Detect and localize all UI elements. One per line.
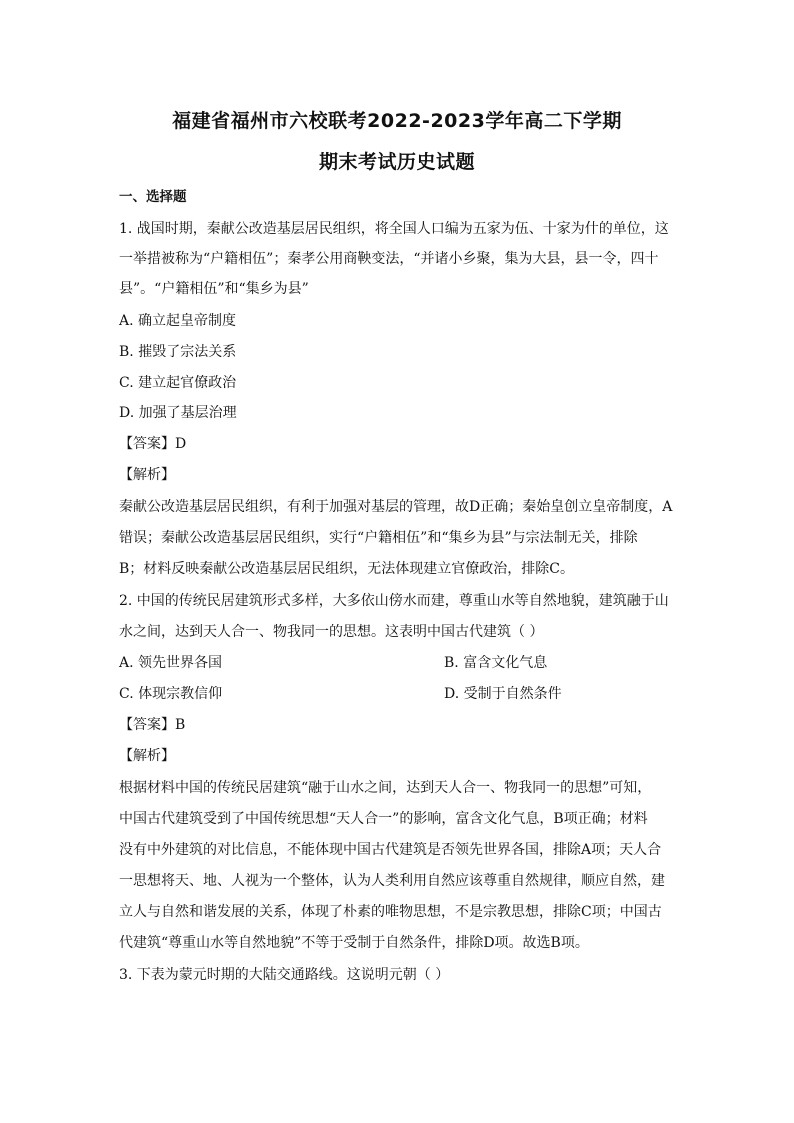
q2-option-d: D. 受制于自然条件: [444, 686, 562, 702]
q3-stem-line1: 3. 下表为蒙元时期的大陆交通路线。这说明元朝（ ）: [119, 967, 450, 983]
document-title-line2: 期末考试历史试题: [318, 151, 475, 173]
q2-option-c: C. 体现宗教信仰: [119, 686, 223, 702]
q2-option-a: A. 领先世界各国: [119, 655, 223, 671]
q1-option-d: D. 加强了基层治理: [119, 405, 237, 421]
q1-option-a: A. 确立起皇帝制度: [119, 313, 237, 329]
document-title-line1: 福建省福州市六校联考2022-2023学年高二下学期: [172, 110, 622, 132]
q2-analysis-line2: 中国古代建筑受到了中国传统思想“天人合一”的影响，富含文化气息，B项正确；材料: [119, 811, 648, 827]
q2-analysis-line5: 立人与自然和谐发展的关系，体现了朴素的唯物思想，不是宗教思想，排除C项；中国古: [119, 904, 662, 920]
q2-analysis-line3: 没有中外建筑的对比信息，不能体现中国古代建筑是否领先世界各国，排除A项；天人合: [119, 842, 662, 858]
q1-stem-line2: 一举措被称为“户籍相伍”；秦孝公用商鞅变法，“并诸小乡聚，集为大县，县一令，四十: [119, 251, 659, 267]
q1-analysis-line2: 错误；秦献公改造基层居民组织，实行“户籍相伍”和“集乡为县”与宗法制无关，排除: [119, 530, 638, 546]
q1-stem-line1: 1. 战国时期，秦献公改造基层居民组织，将全国人口编为五家为伍、十家为什的单位，这: [119, 221, 669, 237]
q1-stem-line3: 县”。“户籍相伍”和“集乡为县”: [119, 281, 309, 297]
q2-analysis-line4: 一思想将天、地、人视为一个整体，认为人类利用自然应该尊重自然规律，顺应自然，建: [119, 873, 665, 889]
q1-analysis-line1: 秦献公改造基层居民组织，有利于加强对基层的管理，故D正确；秦始皇创立皇帝制度，A: [119, 499, 673, 515]
q2-analysis-label: 【解析】: [119, 748, 175, 764]
q1-option-b: B. 摧毁了宗法关系: [119, 344, 237, 360]
q1-option-c: C. 建立起官僚政治: [119, 375, 237, 391]
q2-analysis-line6: 代建筑“尊重山水等自然地貌”不等于受制于自然条件，排除D项。故选B项。: [119, 935, 589, 951]
q1-analysis-line3: B；材料反映秦献公改造基层居民组织，无法体现建立官僚政治，排除C。: [119, 561, 574, 577]
section-heading: 一、选择题: [119, 189, 187, 205]
q2-analysis-line1: 根据材料中国的传统民居建筑“融于山水之间，达到天人合一、物我同一的思想”可知，: [119, 780, 652, 796]
q1-answer: 【答案】D: [119, 436, 187, 452]
q1-analysis-label: 【解析】: [119, 467, 175, 483]
q2-answer: 【答案】B: [119, 717, 186, 733]
q2-stem-line1: 2. 中国的传统民居建筑形式多样，大多依山傍水而建，尊重山水等自然地貌，建筑融于山: [119, 593, 669, 609]
q2-stem-line2: 水之间，达到天人合一、物我同一的思想。这表明中国古代建筑（ ）: [119, 624, 544, 640]
q2-option-b: B. 富含文化气息: [444, 655, 548, 671]
